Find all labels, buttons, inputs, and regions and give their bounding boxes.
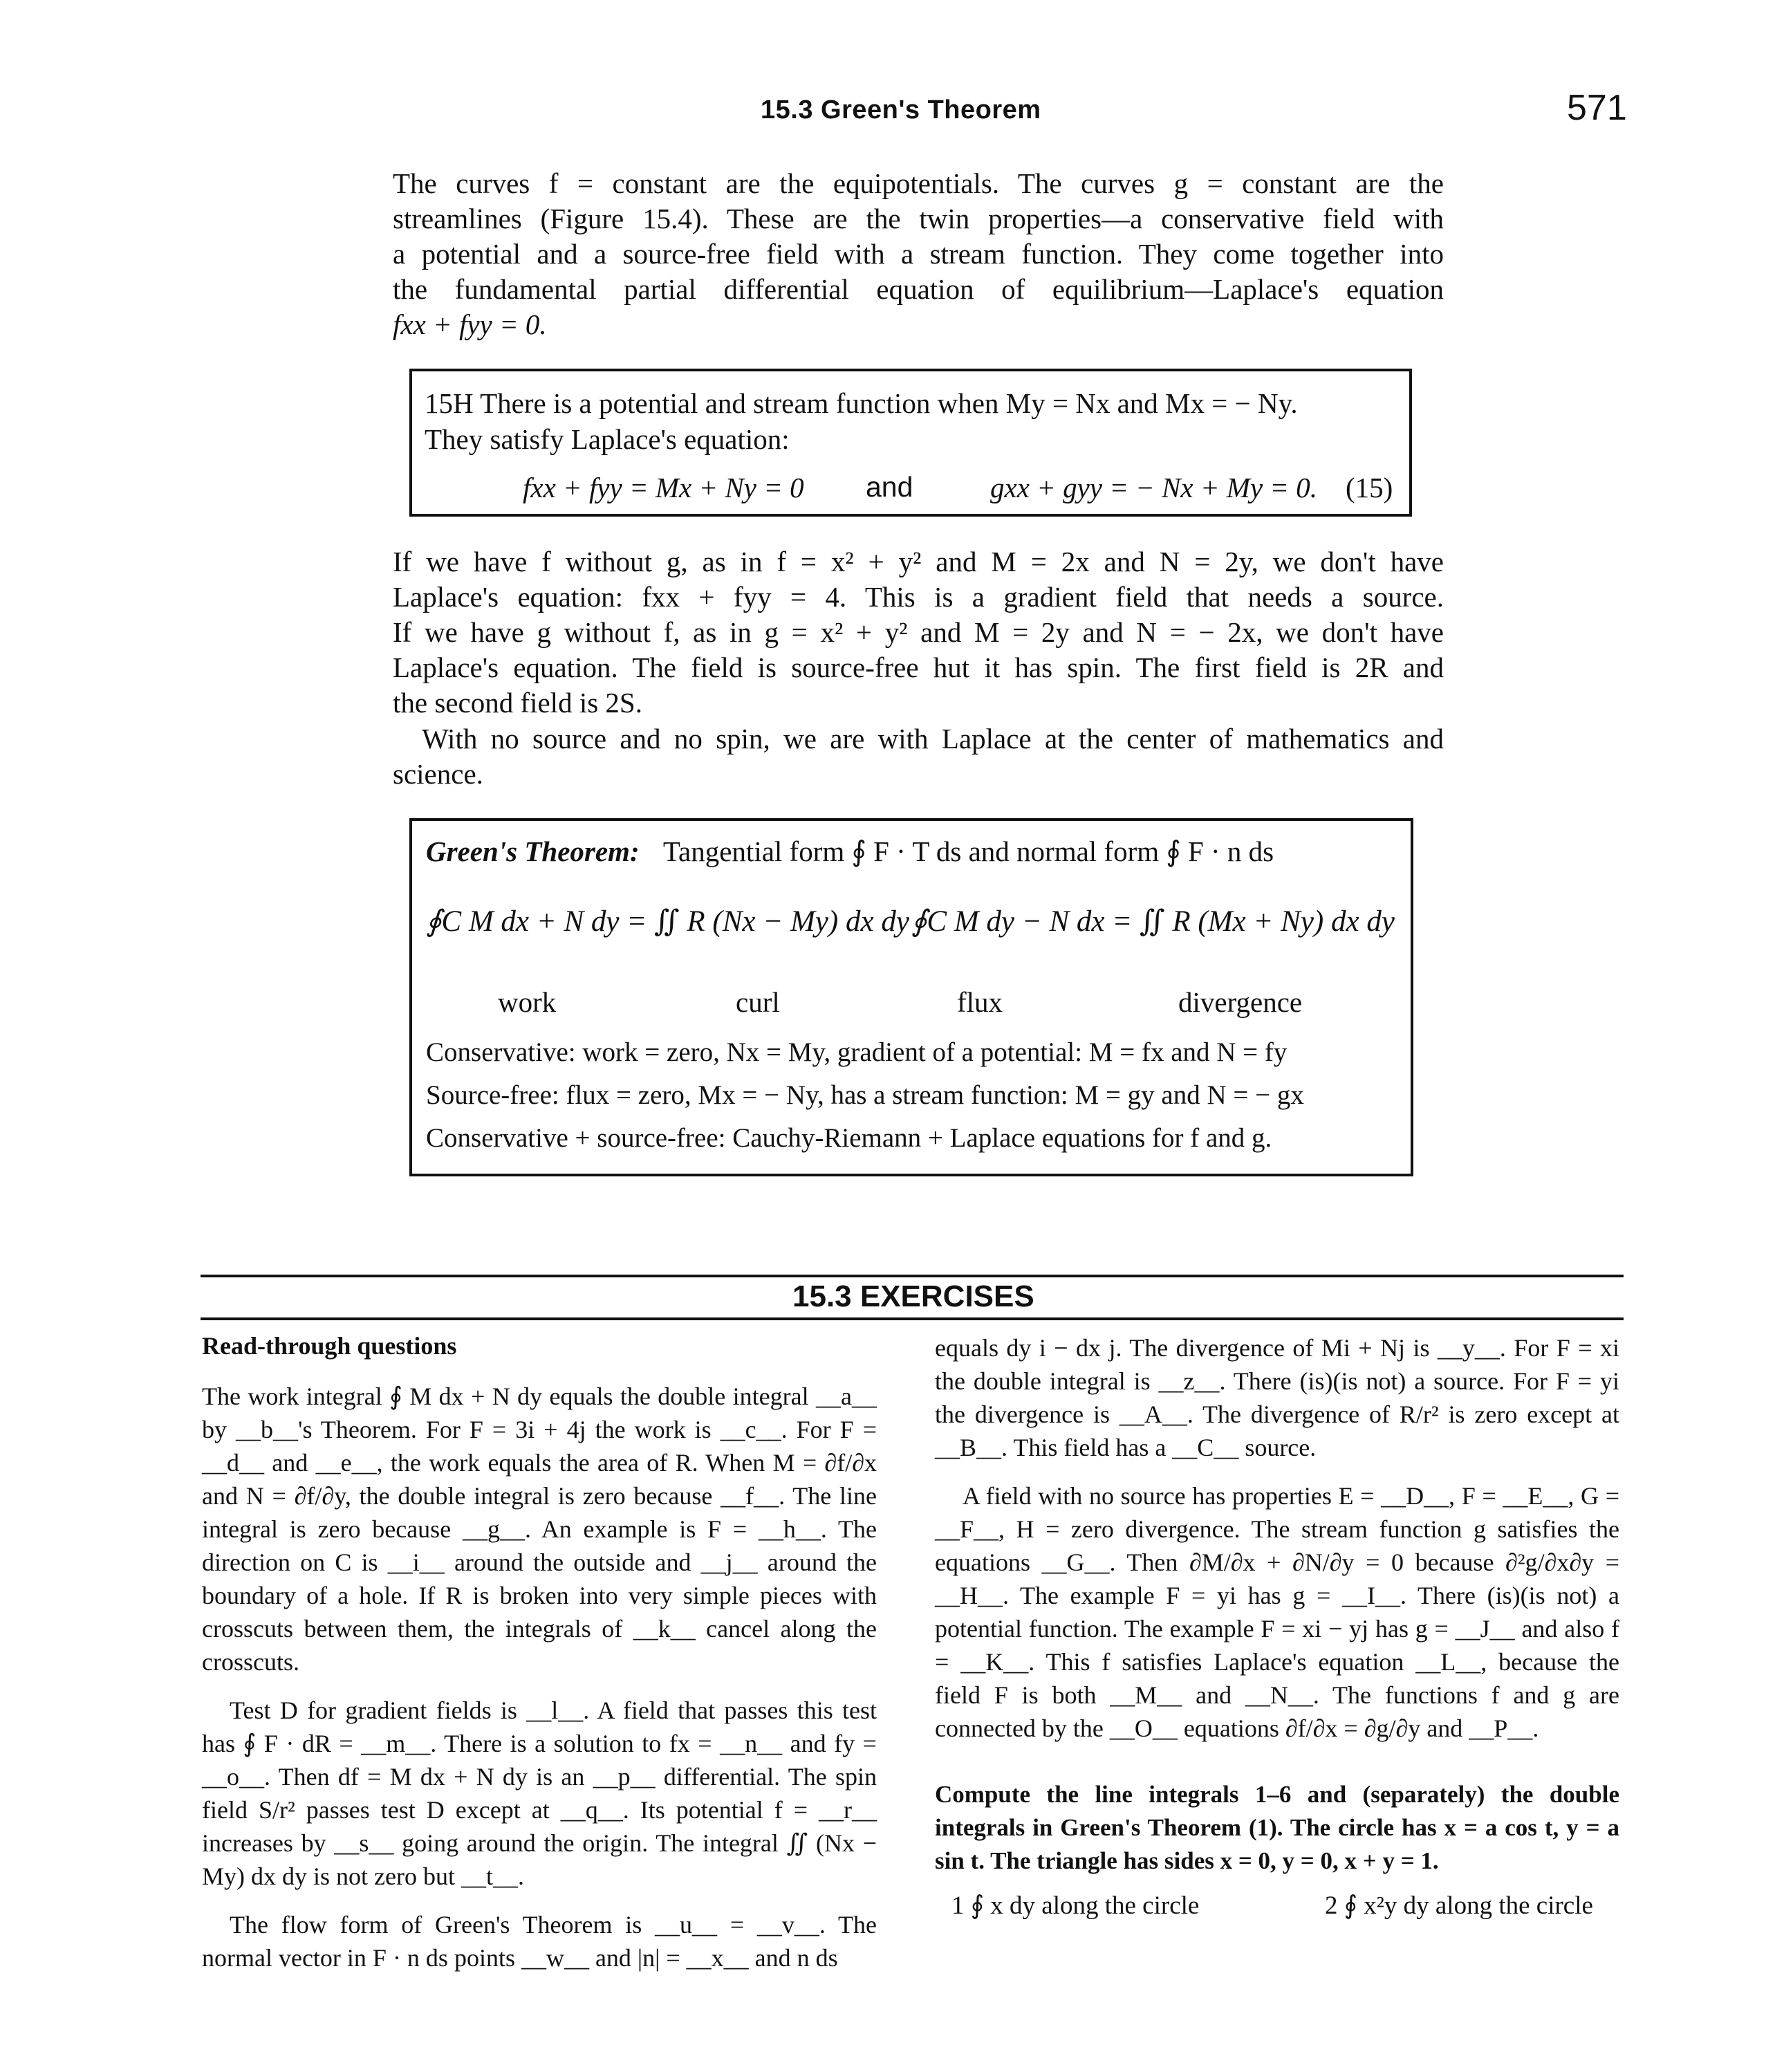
exercises-right-column xyxy=(935,1331,1619,1932)
intro-paragraph xyxy=(393,166,1444,342)
intro-line: a potential and a source-free field with a stream function. They come together into xyxy=(393,238,1444,270)
label-work: work xyxy=(498,986,557,1018)
compute-instruction: Compute the line integrals 1–6 and (separately) the double integrals in Green's Theorem (1). The circle has x = a cos t, y = a sin t. The triangle has sides x = 0, y = 0, x + y = 1. xyxy=(935,1781,1619,1874)
greens-theorem-box xyxy=(409,818,1413,1176)
label-curl: curl xyxy=(736,986,780,1018)
intro-line: streamlines (Figure 15.4). These are the twin properties—a conservative field with xyxy=(393,203,1444,234)
box-15h-line1: 15H There is a potential and stream function when My = Nx and Mx = − Ny. xyxy=(425,387,1298,419)
box-15h xyxy=(409,369,1412,517)
problem-1: 1 ∮ x dy along the circle xyxy=(951,1891,1200,1920)
read-through-heading: Read-through questions xyxy=(202,1332,457,1360)
intro-line: The curves f = constant are the equipotentials. The curves g = constant are the xyxy=(393,167,1444,199)
middle-line: If we have f without g, as in f = x² + y² and M = 2x and N = 2y, we don't have xyxy=(393,546,1444,577)
box-15h-eq-right: gxx + gyy = − Nx + My = 0. xyxy=(990,472,1318,503)
read-through-paragraph: Test D for gradient fields is __l__. A field that passes this test has ∮ F · dR = __m__. There is a solution to fx = __n__ and fy = __o__. Then df = M dx + N dy is an __p__ differential. The spin field S/r² passes test D except at __q__. Its potential f = __r__ increases by __s__ going around the origin. The integral ∬ (Nx − My) dx dy is not zero but __t__. xyxy=(202,1696,877,1890)
middle-line: the second field is 2S. xyxy=(393,687,642,719)
read-through-paragraph: The flow form of Green's Theorem is __u__ = __v__. The normal vector in F · n ds points __w__ and |n| = __x__ and n ds xyxy=(202,1911,877,1972)
greens-title-row xyxy=(426,835,1274,868)
box-15h-line2: They satisfy Laplace's equation: xyxy=(425,423,790,455)
box-15h-eq-and: and xyxy=(866,471,913,503)
greens-both: Conservative + source-free: Cauchy-Riemann + Laplace equations for f and g. xyxy=(426,1123,1272,1153)
middle-line: Laplace's equation. The field is source-free hut it has spin. The first field is 2R and xyxy=(393,651,1444,683)
box-15h-eq-number: (15) xyxy=(1346,472,1393,503)
greens-conservative: Conservative: work = zero, Nx = My, gradient of a potential: M = fx and N = fy xyxy=(426,1037,1288,1067)
greens-source-free: Source-free: flux = zero, Mx = − Ny, has a stream function: M = gy and N = − gx xyxy=(426,1080,1304,1110)
label-flux: flux xyxy=(957,986,1003,1018)
middle-line: With no source and no spin, we are with Laplace at the center of mathematics and xyxy=(422,723,1444,755)
exercise-rule-bottom xyxy=(201,1317,1624,1320)
box-15h-eq-left: fxx + fyy = Mx + Ny = 0 xyxy=(523,472,804,503)
intro-line: the fundamental partial differential equation of equilibrium—Laplace's equation xyxy=(393,273,1444,305)
greens-eq-tangential: ∮C M dx + N dy = ∬ R (Nx − My) dx dy xyxy=(426,905,909,938)
exercises-heading: 15.3 EXERCISES xyxy=(792,1279,1034,1313)
greens-title-rest: Tangential form ∮ F · T ds and normal form ∮ F · n ds xyxy=(662,835,1274,867)
middle-line: Laplace's equation: fxx + fyy = 4. This is a gradient field that needs a source. xyxy=(393,581,1444,613)
greens-eq-normal: ∮C M dy − N dx = ∬ R (Mx + Ny) dx dy xyxy=(911,905,1395,938)
middle-line: science. xyxy=(393,758,483,790)
exercise-rule-top xyxy=(201,1275,1624,1277)
middle-paragraph-1 xyxy=(393,544,1444,721)
middle-line: If we have g without f, as in g = x² + y² and M = 2y and N = − 2x, we don't have xyxy=(393,616,1444,648)
page-number: 571 xyxy=(1567,88,1627,128)
middle-paragraph-2 xyxy=(393,721,1444,792)
read-through-paragraph: The work integral ∮ M dx + N dy equals the double integral __a__ by __b__'s Theorem. For F = 3i + 4j the work is __c__. For F = __d__ and __e__, the work equals the area of R. When M = ∂f/∂x and N = ∂f/∂y, the double integral is zero because __f__. The line integral is zero because __g__. An example is F = __h__. The direction on C is __i__ around the outside and __j__ around the boundary of a hole. If R is broken into very simple pieces with crosscuts between them, the integrals of __k__ cancel along the crosscuts. xyxy=(202,1382,877,1676)
exercises-left-column xyxy=(202,1331,877,1983)
label-divergence: divergence xyxy=(1178,986,1303,1018)
read-through-paragraph: equals dy i − dx j. The divergence of Mi + Nj is __y__. For F = xi the double integral is __z__. There (is)(is not) a source. For F = yi the divergence is __A__. The divergence of R/r² is zero except at __B__. This field has a __C__ source. xyxy=(935,1334,1619,1461)
read-through-paragraph: A field with no source has properties E = __D__, F = __E__, G = __F__, H = zero divergence. The stream function g satisfies the equations __G__. Then ∂M/∂x + ∂N/∂y = 0 because ∂²g/∂x∂y = __H__. The example F = yi has g = __I__. There (is)(is not) a potential function. The example F = xi − yj has g = __J__ and also f = __K__. This f satisfies Laplace's equation __L__, because the field F is both __M__ and __N__. The functions f and g are connected by the __O__ equations ∂f/∂x = ∂g/∂y and __P__. xyxy=(935,1482,1619,1742)
greens-title: Green's Theorem: xyxy=(426,835,640,867)
intro-line: fxx + fyy = 0. xyxy=(393,308,547,340)
problem-2: 2 ∮ x²y dy along the circle xyxy=(1325,1891,1593,1920)
running-header: 15.3 Green's Theorem xyxy=(761,95,1041,124)
